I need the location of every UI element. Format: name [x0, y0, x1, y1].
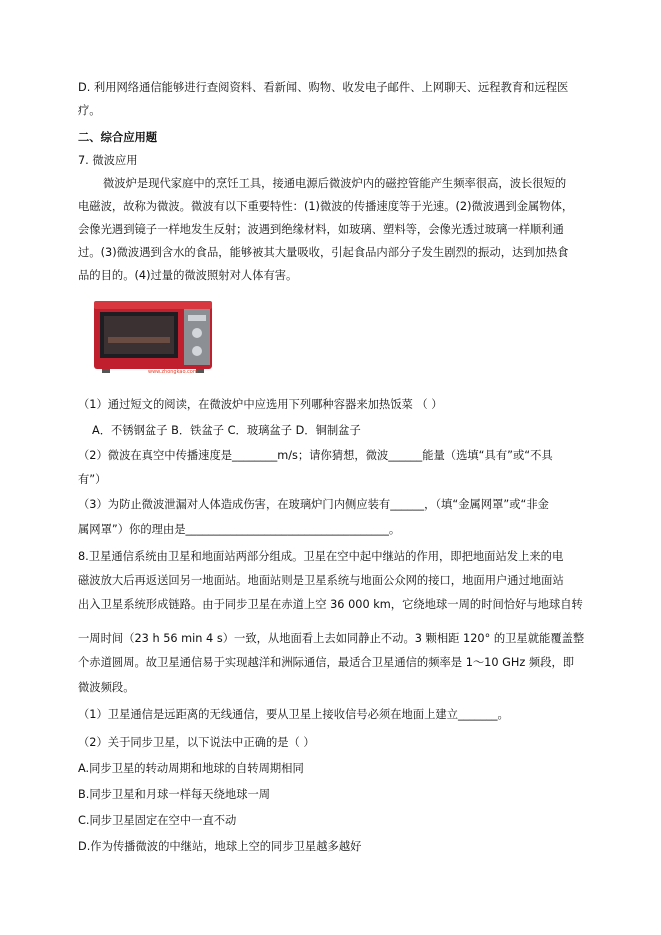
q8-passage-line: 个赤道圆周。故卫星通信易于实现越洋和洲际通信，最适合卫星通信的频率是 1～10 GHz 频段，即 [78, 656, 575, 669]
q7-sub1-options: A．不锈钢盆子 B．铁盆子 C．玻璃盆子 D．铜制盆子 [92, 424, 361, 437]
microwave-display [188, 315, 206, 321]
q7-sub2-line1: （2）微波在真空中传播速度是________m/s；请你猜想，微波______能量（选填“具有”或“不具 [78, 449, 553, 462]
q8-passage-line: 磁波放大后再返送回另一地面站。地面站则是卫星系统与地面公众网的接口，地面用户通过地面站 [78, 574, 564, 587]
microwave-top [94, 301, 212, 309]
microwave-window-inner [104, 316, 174, 354]
microwave-knob [192, 328, 202, 338]
section-heading: 二、综合应用题 [78, 131, 158, 144]
microwave-foot [102, 369, 110, 373]
q7-title: 7. 微波应用 [78, 154, 138, 167]
option-d-line2: 疗。 [78, 104, 101, 117]
microwave-oven-image [92, 297, 218, 377]
q7-passage-line: 会像光遇到镜子一样地发生反射；波遇到绝缘材料，如玻璃、塑料等，会像光透过玻璃一样顺利通 [78, 223, 564, 236]
q8-option: B.同步卫星和月球一样每天绕地球一周 [78, 788, 271, 801]
q8-passage-line: 一周时间（23 h 56 min 4 s）一致，从地面看上去如同静止不动。3 颗相距 120° 的卫星就能覆盖整 [78, 632, 585, 645]
watermark: www.zhongkao.com [148, 369, 198, 375]
q8-passage-line: 8.卫星通信系统由卫星和地面站两部分组成。卫星在空中起中继站的作用，即把地面站发上来的电 [78, 550, 564, 563]
q7-passage-line: 电磁波，故称为微波。微波有以下重要特性：(1)微波的传播速度等于光速。(2)微波遇到金属物体， [78, 200, 574, 213]
q8-passage-line: 出入卫星系统形成链路。由于同步卫星在赤道上空 36 000 km，它绕地球一周的时间恰好与地球自转 [78, 598, 583, 611]
q8-passage-line: 微波频段。 [78, 681, 135, 694]
q7-sub3-line1: （3）为防止微波泄漏对人体造成伤害，在玻璃炉门内侧应装有______，（填“金属网罩”或“非金 [78, 498, 549, 511]
q8-option: A.同步卫星的转动周期和地球的自转周期相同 [78, 762, 304, 775]
q7-sub3-line2: 属网罩”）你的理由是____________________________________。 [78, 523, 401, 536]
q7-passage-line: 微波炉是现代家庭中的烹饪工具，接通电源后微波炉内的磁控管能产生频率很高，波长很短的 [103, 177, 567, 190]
microwave-knob [192, 346, 202, 356]
q8-option: C.同步卫星固定在空中一直不动 [78, 814, 237, 827]
q8-sub2: （2）关于同步卫星，以下说法中正确的是（ ） [78, 736, 315, 749]
q7-passage-line: 过。(3)微波遇到含水的食品，能够被其大量吸收，引起食品内部分子发生剧烈的振动，达到加热食 [78, 246, 569, 259]
q8-option: D.作为传播微波的中继站，地球上空的同步卫星越多越好 [78, 840, 362, 853]
q7-sub2-line2: 有”） [78, 473, 107, 486]
option-d-line1: D. 利用网络通信能够进行查阅资料、看新闻、购物、收发电子邮件、上网聊天、远程教育和远程医 [78, 81, 569, 94]
microwave-tray [108, 337, 170, 343]
q7-sub1: （1）通过短文的阅读，在微波炉中应选用下列哪种容器来加热饭菜 （ ） [78, 398, 443, 411]
q8-sub1: （1）卫星通信是远距离的无线通信，要从卫星上接收信号必须在地面上建立_______。 [78, 708, 509, 721]
q7-passage-line: 品的目的。(4)过量的微波照射对人体有害。 [78, 269, 298, 282]
